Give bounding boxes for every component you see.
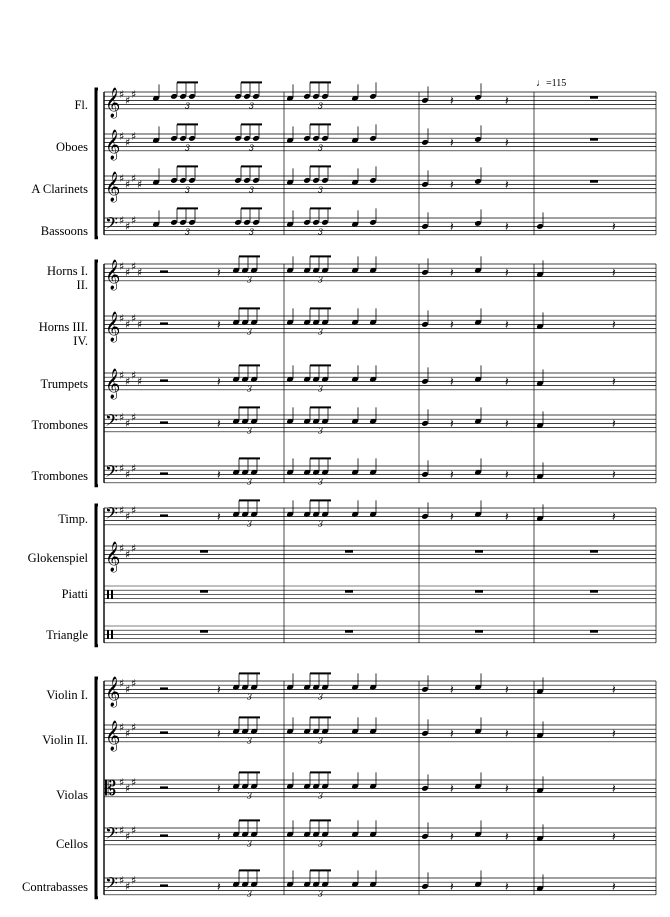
- key-sharp: ♯: [137, 375, 143, 388]
- tuplet-number: 3: [185, 101, 191, 111]
- key-sharp: ♯: [119, 462, 125, 475]
- key-sharp: ♯: [131, 260, 137, 273]
- system-bracket: [96, 505, 98, 646]
- bass-clef: 𝄢: [105, 213, 118, 237]
- beam: [310, 672, 331, 674]
- key-sharp: ♯: [125, 727, 131, 740]
- beam: [177, 165, 198, 167]
- treble-clef: 𝄞: [105, 260, 121, 290]
- treble-clef: 𝄞: [105, 172, 121, 202]
- half-rest: [160, 731, 168, 734]
- whole-rest: [200, 550, 208, 553]
- instrument-label-timpani: Timp.: [58, 512, 88, 526]
- tuplet-number: 3: [318, 692, 324, 702]
- key-sharp: ♯: [119, 542, 125, 555]
- beam: [177, 81, 198, 83]
- tuplet-number: 3: [185, 143, 191, 153]
- key-sharp: ♯: [131, 88, 137, 101]
- tuplet-number: 3: [247, 839, 253, 849]
- quarter-rest: 𝄽: [612, 467, 616, 482]
- bass-clef: 𝄢: [105, 873, 118, 897]
- beam: [310, 406, 331, 408]
- treble-clef: 𝄞: [105, 542, 121, 572]
- beam: [310, 81, 331, 83]
- beam: [310, 499, 331, 501]
- quarter-rest: 𝄽: [612, 682, 616, 697]
- tuplet-number: 3: [249, 185, 255, 195]
- key-sharp: ♯: [131, 369, 137, 382]
- quarter-rest: 𝄽: [505, 93, 509, 108]
- beam: [239, 364, 260, 366]
- quarter-rest: 𝄽: [612, 374, 616, 389]
- whole-rest: [590, 550, 598, 553]
- whole-rest: [475, 630, 483, 633]
- quarter-rest: 𝄽: [217, 829, 221, 844]
- half-rest: [160, 884, 168, 887]
- key-sharp: ♯: [119, 411, 125, 424]
- quarter-rest: 𝄽: [612, 781, 616, 796]
- quarter-rest: 𝄽: [450, 726, 454, 741]
- quarter-rest: 𝄽: [612, 416, 616, 431]
- tuplet-number: 3: [247, 791, 253, 801]
- key-sharp: ♯: [137, 178, 143, 191]
- beam: [310, 207, 331, 209]
- key-sharp: ♯: [131, 776, 137, 789]
- whole-rest: [590, 138, 598, 141]
- half-rest: [160, 379, 168, 382]
- tuplet-number: 3: [318, 185, 324, 195]
- quarter-rest: 𝄽: [217, 781, 221, 796]
- whole-rest: [475, 590, 483, 593]
- key-sharp: ♯: [131, 504, 137, 517]
- beam: [239, 307, 260, 309]
- tuplet-number: 3: [247, 692, 253, 702]
- beam: [239, 406, 260, 408]
- key-sharp: ♯: [137, 266, 143, 279]
- bass-clef: 𝄢: [105, 461, 118, 485]
- quarter-rest: 𝄽: [505, 829, 509, 844]
- quarter-rest: 𝄽: [450, 317, 454, 332]
- quarter-rest: 𝄽: [505, 177, 509, 192]
- quarter-rest: 𝄽: [505, 682, 509, 697]
- half-rest: [160, 834, 168, 837]
- beam: [239, 869, 260, 871]
- tuplet-number: 3: [318, 889, 324, 899]
- tuplet-number: 3: [318, 426, 324, 436]
- key-sharp: ♯: [119, 130, 125, 143]
- half-rest: [160, 514, 168, 517]
- instrument-label-horns-3-4-line2: IV.: [73, 334, 88, 348]
- quarter-rest: 𝄽: [217, 265, 221, 280]
- tuplet-number: 3: [247, 477, 253, 487]
- quarter-rest: 𝄽: [505, 726, 509, 741]
- key-sharp: ♯: [125, 178, 131, 191]
- instrument-label-violin-1: Violin I.: [46, 688, 88, 702]
- quarter-rest: 𝄽: [505, 265, 509, 280]
- quarter-rest: 𝄽: [505, 467, 509, 482]
- quarter-rest: 𝄽: [505, 374, 509, 389]
- key-sharp: ♯: [119, 260, 125, 273]
- key-sharp: ♯: [125, 880, 131, 893]
- key-sharp: ♯: [131, 411, 137, 424]
- key-sharp: ♯: [131, 677, 137, 690]
- tuplet-number: 3: [318, 519, 324, 529]
- quarter-rest: 𝄽: [450, 467, 454, 482]
- instrument-label-violas: Violas: [56, 788, 88, 802]
- tuplet-number: 3: [318, 275, 324, 285]
- quarter-rest: 𝄽: [450, 265, 454, 280]
- quarter-rest: 𝄽: [450, 135, 454, 150]
- treble-clef: 𝄞: [105, 312, 121, 342]
- quarter-rest: 𝄽: [450, 781, 454, 796]
- quarter-rest: 𝄽: [505, 879, 509, 894]
- tuplet-number: 3: [318, 101, 324, 111]
- beam: [310, 165, 331, 167]
- beam: [310, 255, 331, 257]
- quarter-rest: 𝄽: [217, 416, 221, 431]
- tuplet-number: 3: [247, 384, 253, 394]
- half-rest: [160, 687, 168, 690]
- key-sharp: ♯: [125, 683, 131, 696]
- tempo-marking: ♩=115: [536, 78, 567, 89]
- beam: [310, 364, 331, 366]
- half-rest: [160, 472, 168, 475]
- quarter-rest: 𝄽: [612, 265, 616, 280]
- key-sharp: ♯: [119, 369, 125, 382]
- quarter-rest: 𝄽: [505, 416, 509, 431]
- beam: [310, 307, 331, 309]
- beam: [241, 207, 262, 209]
- tuplet-number: 3: [318, 736, 324, 746]
- whole-rest: [475, 550, 483, 553]
- quarter-rest: 𝄽: [450, 219, 454, 234]
- key-sharp: ♯: [119, 776, 125, 789]
- half-rest: [160, 322, 168, 325]
- tuplet-number: 3: [247, 327, 253, 337]
- key-sharp: ♯: [131, 130, 137, 143]
- key-sharp: ♯: [125, 782, 131, 795]
- key-sharp: ♯: [119, 504, 125, 517]
- instrument-label-violin-2: Violin II.: [42, 733, 88, 747]
- beam: [241, 165, 262, 167]
- percussion-clef: [107, 590, 109, 599]
- tuplet-number: 3: [247, 889, 253, 899]
- whole-rest: [345, 590, 353, 593]
- system-bracket: [96, 89, 98, 238]
- treble-clef: 𝄞: [105, 677, 121, 707]
- whole-rest: [590, 180, 598, 183]
- tuplet-number: 3: [318, 477, 324, 487]
- quarter-rest: 𝄽: [612, 829, 616, 844]
- tuplet-number: 3: [247, 275, 253, 285]
- quarter-rest: 𝄽: [217, 682, 221, 697]
- key-sharp: ♯: [119, 214, 125, 227]
- instrument-label-horns-3-4-line1: Horns III.: [38, 320, 88, 334]
- beam: [239, 457, 260, 459]
- bass-clef: 𝄢: [105, 503, 118, 527]
- beam: [310, 819, 331, 821]
- percussion-clef: [111, 630, 113, 639]
- tuplet-number: 3: [185, 185, 191, 195]
- instrument-label-trombones-2: Trombones: [31, 469, 88, 483]
- key-sharp: ♯: [131, 312, 137, 325]
- tuplet-number: 3: [318, 839, 324, 849]
- treble-clef: 𝄞: [105, 130, 121, 160]
- tuplet-number: 3: [247, 519, 253, 529]
- whole-rest: [345, 550, 353, 553]
- key-sharp: ♯: [125, 266, 131, 279]
- half-rest: [160, 421, 168, 424]
- instrument-label-piatti: Piatti: [61, 587, 88, 601]
- quarter-rest: 𝄽: [450, 682, 454, 697]
- percussion-clef: [111, 590, 113, 599]
- quarter-rest: 𝄽: [217, 374, 221, 389]
- key-sharp: ♯: [131, 542, 137, 555]
- treble-clef: 𝄞: [105, 88, 121, 118]
- key-sharp: ♯: [125, 417, 131, 430]
- quarter-rest: 𝄽: [217, 726, 221, 741]
- key-sharp: ♯: [119, 677, 125, 690]
- instrument-label-cellos: Cellos: [56, 837, 88, 851]
- key-sharp: ♯: [125, 830, 131, 843]
- half-rest: [160, 786, 168, 789]
- key-sharp: ♯: [125, 136, 131, 149]
- key-sharp: ♯: [125, 510, 131, 523]
- instrument-label-horns-1-2-line1: Horns I.: [47, 264, 88, 278]
- key-sharp: ♯: [125, 548, 131, 561]
- whole-rest: [200, 630, 208, 633]
- instrument-label-triangle: Triangle: [46, 628, 88, 642]
- beam: [310, 716, 331, 718]
- bass-clef: 𝄢: [105, 823, 118, 847]
- key-sharp: ♯: [119, 172, 125, 185]
- key-sharp: ♯: [119, 824, 125, 837]
- tuplet-number: 3: [249, 143, 255, 153]
- beam: [310, 457, 331, 459]
- beam: [239, 672, 260, 674]
- key-sharp: ♯: [131, 462, 137, 475]
- quarter-rest: 𝄽: [612, 879, 616, 894]
- half-rest: [160, 270, 168, 273]
- quarter-rest: 𝄽: [612, 509, 616, 524]
- quarter-rest: 𝄽: [217, 317, 221, 332]
- tuplet-number: 3: [247, 426, 253, 436]
- beam: [239, 255, 260, 257]
- beam: [241, 81, 262, 83]
- tuplet-number: 3: [249, 101, 255, 111]
- key-sharp: ♯: [131, 721, 137, 734]
- key-sharp: ♯: [125, 468, 131, 481]
- beam: [239, 819, 260, 821]
- beam: [241, 123, 262, 125]
- treble-clef: 𝄞: [105, 721, 121, 751]
- quarter-rest: 𝄽: [505, 781, 509, 796]
- key-sharp: ♯: [131, 874, 137, 887]
- whole-rest: [345, 630, 353, 633]
- tuplet-number: 3: [318, 791, 324, 801]
- key-sharp: ♯: [125, 375, 131, 388]
- alto-clef: 𝄡: [105, 776, 117, 800]
- bass-clef: 𝄢: [105, 410, 118, 434]
- instrument-label-clarinets: A Clarinets: [31, 182, 88, 196]
- key-sharp: ♯: [125, 318, 131, 331]
- tuplet-number: 3: [247, 736, 253, 746]
- beam: [310, 869, 331, 871]
- quarter-rest: 𝄽: [612, 317, 616, 332]
- quarter-rest: 𝄽: [450, 509, 454, 524]
- instrument-label-glockenspiel: Glokenspiel: [27, 551, 88, 565]
- tuplet-number: 3: [318, 143, 324, 153]
- quarter-rest: 𝄽: [217, 879, 221, 894]
- instrument-label-oboes: Oboes: [56, 140, 88, 154]
- tuplet-number: 3: [318, 327, 324, 337]
- quarter-rest: 𝄽: [450, 829, 454, 844]
- instrument-label-contrabasses: Contrabasses: [22, 880, 88, 894]
- whole-rest: [200, 590, 208, 593]
- whole-rest: [590, 630, 598, 633]
- beam: [177, 207, 198, 209]
- instrument-label-flute: Fl.: [74, 98, 88, 112]
- key-sharp: ♯: [119, 874, 125, 887]
- quarter-rest: 𝄽: [450, 374, 454, 389]
- beam: [310, 123, 331, 125]
- quarter-rest: 𝄽: [217, 467, 221, 482]
- system-bracket: [96, 678, 98, 898]
- quarter-rest: 𝄽: [505, 219, 509, 234]
- key-sharp: ♯: [125, 220, 131, 233]
- system-bracket: [96, 261, 98, 486]
- percussion-clef: [107, 630, 109, 639]
- quarter-rest: 𝄽: [612, 726, 616, 741]
- quarter-rest: 𝄽: [505, 135, 509, 150]
- quarter-rest: 𝄽: [450, 416, 454, 431]
- key-sharp: ♯: [119, 88, 125, 101]
- key-sharp: ♯: [131, 824, 137, 837]
- key-sharp: ♯: [119, 312, 125, 325]
- treble-clef: 𝄞: [105, 369, 121, 399]
- tuplet-number: 3: [185, 227, 191, 237]
- instrument-label-trombones-1: Trombones: [31, 418, 88, 432]
- quarter-rest: 𝄽: [450, 93, 454, 108]
- key-sharp: ♯: [119, 721, 125, 734]
- instrument-label-trumpets: Trumpets: [40, 377, 88, 391]
- instrument-label-horns-1-2-line2: II.: [76, 278, 88, 292]
- key-sharp: ♯: [125, 94, 131, 107]
- instrument-label-bassoons: Bassoons: [40, 224, 88, 238]
- tuplet-number: 3: [249, 227, 255, 237]
- key-sharp: ♯: [137, 318, 143, 331]
- beam: [239, 771, 260, 773]
- quarter-rest: 𝄽: [450, 879, 454, 894]
- whole-rest: [590, 96, 598, 99]
- beam: [177, 123, 198, 125]
- beam: [239, 716, 260, 718]
- quarter-rest: 𝄽: [505, 317, 509, 332]
- beam: [310, 771, 331, 773]
- quarter-rest: 𝄽: [450, 177, 454, 192]
- whole-rest: [590, 590, 598, 593]
- tuplet-number: 3: [318, 227, 324, 237]
- key-sharp: ♯: [131, 172, 137, 185]
- quarter-rest: 𝄽: [217, 509, 221, 524]
- quarter-rest: 𝄽: [505, 509, 509, 524]
- key-sharp: ♯: [131, 214, 137, 227]
- quarter-rest: 𝄽: [612, 219, 616, 234]
- tuplet-number: 3: [318, 384, 324, 394]
- beam: [239, 499, 260, 501]
